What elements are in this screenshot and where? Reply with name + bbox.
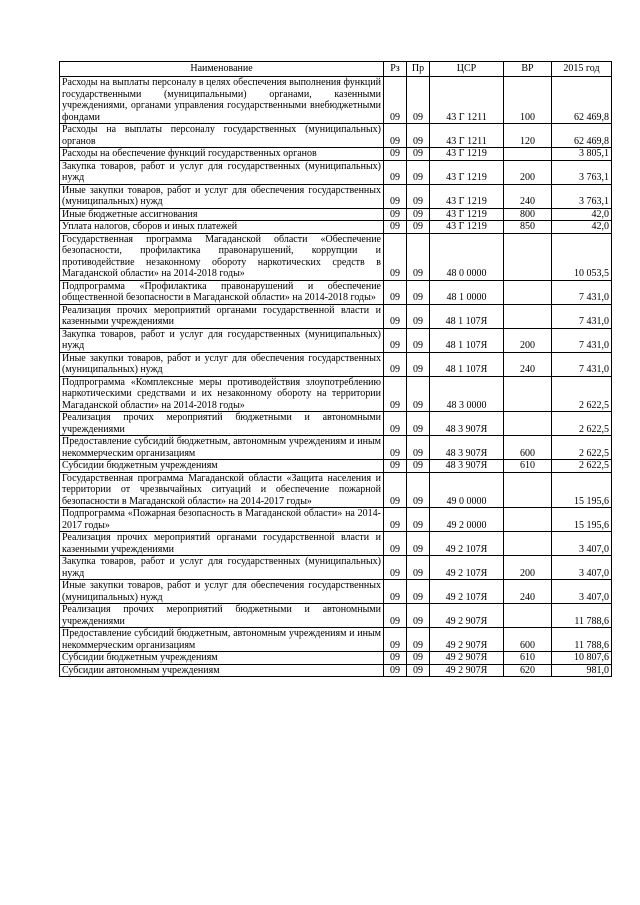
header-csr: ЦСР	[430, 62, 504, 77]
row-pr-cell: 09	[407, 148, 430, 161]
row-name-cell: Субсидии бюджетным учреждениям	[60, 652, 384, 665]
row-csr-cell: 48 3 907Я	[430, 412, 504, 436]
row-rz-cell: 09	[384, 460, 407, 473]
table-row	[60, 412, 612, 436]
row-vr-cell: 850	[504, 221, 552, 234]
row-rz-cell: 09	[384, 77, 407, 124]
row-vr-cell: 100	[504, 77, 552, 124]
row-amount-cell: 15 195,6	[552, 472, 612, 508]
table-row	[60, 508, 612, 532]
row-rz-cell: 09	[384, 376, 407, 412]
row-name-cell: Подпрограмма «Комплексные меры противодействия злоупотреблению наркотическими средствами и их незаконному обороту на территории Магаданской области» на 2014-2018 годы»	[60, 376, 384, 412]
row-rz-cell: 09	[384, 221, 407, 234]
table-row	[60, 352, 612, 376]
row-amount-cell: 11 788,6	[552, 628, 612, 652]
row-vr-cell: 240	[504, 580, 552, 604]
row-csr-cell: 48 1 107Я	[430, 352, 504, 376]
row-name-cell: Закупка товаров, работ и услуг для государственных (муниципальных) нужд	[60, 328, 384, 352]
header-vr: ВР	[504, 62, 552, 77]
row-amount-cell: 10 807,6	[552, 652, 612, 665]
row-amount-cell: 3 407,0	[552, 556, 612, 580]
row-vr-cell	[504, 376, 552, 412]
row-name-cell: Закупка товаров, работ и услуг для государственных (муниципальных) нужд	[60, 160, 384, 184]
row-csr-cell: 43 Г 1219	[430, 148, 504, 161]
row-name-cell: Субсидии бюджетным учреждениям	[60, 460, 384, 473]
row-amount-cell: 62 469,8	[552, 77, 612, 124]
row-rz-cell: 09	[384, 652, 407, 665]
row-rz-cell: 09	[384, 628, 407, 652]
row-pr-cell: 09	[407, 472, 430, 508]
row-vr-cell: 610	[504, 460, 552, 473]
row-rz-cell: 09	[384, 412, 407, 436]
row-amount-cell: 3 763,1	[552, 160, 612, 184]
row-name-cell: Иные закупки товаров, работ и услуг для обеспечения государственных (муниципальных) нужд	[60, 580, 384, 604]
row-rz-cell: 09	[384, 436, 407, 460]
row-csr-cell: 43 Г 1219	[430, 160, 504, 184]
row-name-cell: Реализация прочих мероприятий бюджетными и автономными учреждениями	[60, 604, 384, 628]
table-header-row	[60, 62, 612, 77]
table-row	[60, 556, 612, 580]
row-name-cell: Реализация прочих мероприятий органами государственной власти и казенными учреждениями	[60, 304, 384, 328]
row-csr-cell: 43 Г 1219	[430, 221, 504, 234]
row-pr-cell: 09	[407, 376, 430, 412]
header-year: 2015 год	[552, 62, 612, 77]
row-amount-cell: 2 622,5	[552, 436, 612, 460]
row-name-cell: Реализация прочих мероприятий бюджетными и автономными учреждениями	[60, 412, 384, 436]
row-csr-cell: 48 3 0000	[430, 376, 504, 412]
row-name-cell: Иные закупки товаров, работ и услуг для обеспечения государственных (муниципальных) нужд	[60, 352, 384, 376]
row-amount-cell: 7 431,0	[552, 304, 612, 328]
row-pr-cell: 09	[407, 436, 430, 460]
row-csr-cell: 48 0 0000	[430, 233, 504, 280]
row-name-cell: Расходы на обеспечение функций государственных органов	[60, 148, 384, 161]
table-row	[60, 580, 612, 604]
row-amount-cell: 2 622,5	[552, 412, 612, 436]
row-pr-cell: 09	[407, 532, 430, 556]
row-pr-cell: 09	[407, 556, 430, 580]
row-amount-cell: 2 622,5	[552, 460, 612, 473]
row-rz-cell: 09	[384, 124, 407, 148]
row-name-cell: Закупка товаров, работ и услуг для государственных (муниципальных) нужд	[60, 556, 384, 580]
row-amount-cell: 42,0	[552, 208, 612, 221]
row-csr-cell: 49 2 107Я	[430, 532, 504, 556]
row-vr-cell	[504, 532, 552, 556]
row-rz-cell: 09	[384, 233, 407, 280]
row-pr-cell: 09	[407, 412, 430, 436]
row-pr-cell: 09	[407, 233, 430, 280]
table-row	[60, 628, 612, 652]
row-rz-cell: 09	[384, 664, 407, 677]
row-amount-cell: 10 053,5	[552, 233, 612, 280]
table-row	[60, 376, 612, 412]
row-pr-cell: 09	[407, 208, 430, 221]
row-csr-cell: 48 3 907Я	[430, 460, 504, 473]
table-row	[60, 304, 612, 328]
row-vr-cell: 200	[504, 556, 552, 580]
row-rz-cell: 09	[384, 352, 407, 376]
row-rz-cell: 09	[384, 304, 407, 328]
row-amount-cell: 3 805,1	[552, 148, 612, 161]
row-pr-cell: 09	[407, 604, 430, 628]
row-amount-cell: 42,0	[552, 221, 612, 234]
row-csr-cell: 48 1 0000	[430, 280, 504, 304]
row-pr-cell: 09	[407, 221, 430, 234]
row-rz-cell: 09	[384, 280, 407, 304]
row-pr-cell: 09	[407, 304, 430, 328]
row-vr-cell	[504, 604, 552, 628]
row-rz-cell: 09	[384, 580, 407, 604]
row-csr-cell: 48 3 907Я	[430, 436, 504, 460]
row-name-cell: Иные бюджетные ассигнования	[60, 208, 384, 221]
row-vr-cell: 620	[504, 664, 552, 677]
row-csr-cell: 43 Г 1211	[430, 77, 504, 124]
row-name-cell: Расходы на выплаты персоналу в целях обеспечения выполнения функций государственными (муниципальными) органами, казенными учреждениями, органами управления государственными внебюджетными фондами	[60, 77, 384, 124]
row-csr-cell: 49 2 907Я	[430, 664, 504, 677]
row-vr-cell: 200	[504, 160, 552, 184]
row-amount-cell: 7 431,0	[552, 352, 612, 376]
row-name-cell: Предоставление субсидий бюджетным, автономным учреждениям и иным некоммерческим организациям	[60, 628, 384, 652]
row-pr-cell: 09	[407, 184, 430, 208]
row-rz-cell: 09	[384, 604, 407, 628]
row-vr-cell	[504, 472, 552, 508]
row-amount-cell: 15 195,6	[552, 508, 612, 532]
row-pr-cell: 09	[407, 652, 430, 665]
row-vr-cell: 200	[504, 328, 552, 352]
row-amount-cell: 11 788,6	[552, 604, 612, 628]
row-vr-cell: 120	[504, 124, 552, 148]
table-row	[60, 148, 612, 161]
row-rz-cell: 09	[384, 160, 407, 184]
row-name-cell: Государственная программа Магаданской области «Защита населения и территории от чрезвычайных ситуаций и обеспечение пожарной безопасности в Магаданской области» на 2014-2017 годы»	[60, 472, 384, 508]
row-pr-cell: 09	[407, 508, 430, 532]
table-row	[60, 184, 612, 208]
budget-table	[59, 61, 612, 677]
table-row	[60, 208, 612, 221]
row-vr-cell	[504, 148, 552, 161]
row-rz-cell: 09	[384, 328, 407, 352]
row-name-cell: Подпрограмма «Пожарная безопасность в Магаданской области» на 2014-2017 годы»	[60, 508, 384, 532]
row-pr-cell: 09	[407, 124, 430, 148]
row-rz-cell: 09	[384, 556, 407, 580]
row-vr-cell: 800	[504, 208, 552, 221]
row-name-cell: Иные закупки товаров, работ и услуг для обеспечения государственных (муниципальных) нужд	[60, 184, 384, 208]
table-row	[60, 604, 612, 628]
row-csr-cell: 43 Г 1219	[430, 184, 504, 208]
row-name-cell: Государственная программа Магаданской области «Обеспечение безопасности, профилактика правонарушений, коррупции и противодействие незаконному обороту наркотических средств в Магаданской области» на 2014-2018 годы»	[60, 233, 384, 280]
header-rz: Рз	[384, 62, 407, 77]
row-name-cell: Подпрограмма «Профилактика правонарушений и обеспечение общественной безопасности в Магаданской области» на 2014-2018 годы»	[60, 280, 384, 304]
row-vr-cell: 600	[504, 436, 552, 460]
table-row	[60, 124, 612, 148]
row-amount-cell: 981,0	[552, 664, 612, 677]
row-vr-cell: 240	[504, 352, 552, 376]
row-pr-cell: 09	[407, 460, 430, 473]
row-pr-cell: 09	[407, 580, 430, 604]
row-vr-cell: 240	[504, 184, 552, 208]
row-vr-cell	[504, 508, 552, 532]
row-csr-cell: 49 0 0000	[430, 472, 504, 508]
row-vr-cell: 600	[504, 628, 552, 652]
row-vr-cell	[504, 280, 552, 304]
row-amount-cell: 2 622,5	[552, 376, 612, 412]
row-csr-cell: 49 2 907Я	[430, 604, 504, 628]
row-csr-cell: 49 2 0000	[430, 508, 504, 532]
row-csr-cell: 43 Г 1219	[430, 208, 504, 221]
row-csr-cell: 49 2 107Я	[430, 580, 504, 604]
row-pr-cell: 09	[407, 664, 430, 677]
row-amount-cell: 7 431,0	[552, 328, 612, 352]
row-pr-cell: 09	[407, 280, 430, 304]
row-name-cell: Субсидии автономным учреждениям	[60, 664, 384, 677]
row-name-cell: Уплата налогов, сборов и иных платежей	[60, 221, 384, 234]
row-vr-cell	[504, 233, 552, 280]
table-row	[60, 472, 612, 508]
row-vr-cell	[504, 412, 552, 436]
table-row	[60, 77, 612, 124]
row-csr-cell: 49 2 907Я	[430, 628, 504, 652]
row-csr-cell: 48 1 107Я	[430, 328, 504, 352]
row-csr-cell: 43 Г 1211	[430, 124, 504, 148]
table-body	[60, 77, 612, 677]
row-csr-cell: 48 1 107Я	[430, 304, 504, 328]
row-rz-cell: 09	[384, 184, 407, 208]
row-csr-cell: 49 2 907Я	[430, 652, 504, 665]
table-row	[60, 221, 612, 234]
row-pr-cell: 09	[407, 628, 430, 652]
table-row	[60, 460, 612, 473]
header-name: Наименование	[60, 62, 384, 77]
row-rz-cell: 09	[384, 508, 407, 532]
table-row	[60, 436, 612, 460]
row-pr-cell: 09	[407, 160, 430, 184]
row-amount-cell: 3 763,1	[552, 184, 612, 208]
row-name-cell: Реализация прочих мероприятий органами государственной власти и казенными учреждениями	[60, 532, 384, 556]
row-amount-cell: 3 407,0	[552, 580, 612, 604]
table-row	[60, 280, 612, 304]
row-name-cell: Расходы на выплаты персоналу государственных (муниципальных) органов	[60, 124, 384, 148]
header-pr: Пр	[407, 62, 430, 77]
table-row	[60, 532, 612, 556]
row-vr-cell	[504, 304, 552, 328]
row-vr-cell: 610	[504, 652, 552, 665]
table-row	[60, 652, 612, 665]
row-amount-cell: 3 407,0	[552, 532, 612, 556]
table-row	[60, 233, 612, 280]
row-rz-cell: 09	[384, 472, 407, 508]
table-row	[60, 160, 612, 184]
row-pr-cell: 09	[407, 352, 430, 376]
row-rz-cell: 09	[384, 148, 407, 161]
row-pr-cell: 09	[407, 77, 430, 124]
row-name-cell: Предоставление субсидий бюджетным, автономным учреждениям и иным некоммерческим организациям	[60, 436, 384, 460]
row-pr-cell: 09	[407, 328, 430, 352]
row-csr-cell: 49 2 107Я	[430, 556, 504, 580]
row-amount-cell: 7 431,0	[552, 280, 612, 304]
row-amount-cell: 62 469,8	[552, 124, 612, 148]
row-rz-cell: 09	[384, 532, 407, 556]
table-row	[60, 664, 612, 677]
table-row	[60, 328, 612, 352]
row-rz-cell: 09	[384, 208, 407, 221]
